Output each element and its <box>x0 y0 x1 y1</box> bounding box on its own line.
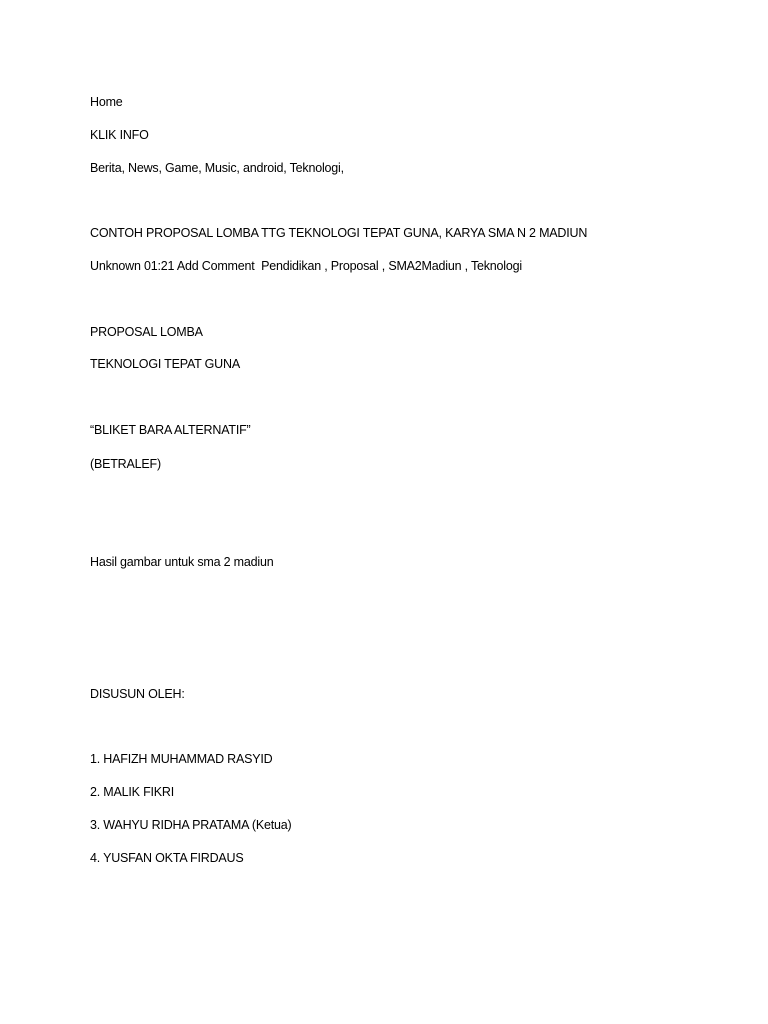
authors-heading: DISUSUN OLEH: <box>90 687 185 701</box>
post-meta: Unknown 01:21 Add Comment Pendidikan , Proposal , SMA2Madiun , Teknologi <box>90 259 522 273</box>
image-caption: Hasil gambar untuk sma 2 madiun <box>90 555 274 569</box>
author-item: 2. MALIK FIKRI <box>90 785 175 799</box>
author-item: 1. HAFIZH MUHAMMAD RASYID <box>90 752 273 766</box>
author-item: 3. WAHYU RIDHA PRATAMA (Ketua) <box>90 818 292 832</box>
proposal-heading-line2: TEKNOLOGI TEPAT GUNA <box>90 357 240 371</box>
product-abbreviation: (BETRALEF) <box>90 457 161 471</box>
site-name: KLIK INFO <box>90 128 149 142</box>
post-title: CONTOH PROPOSAL LOMBA TTG TEKNOLOGI TEPAT GUNA, KARYA SMA N 2 MADIUN <box>90 226 588 240</box>
site-tags: Berita, News, Game, Music, android, Teknologi, <box>90 161 344 175</box>
product-name: “BLIKET BARA ALTERNATIF” <box>90 423 251 437</box>
home-link[interactable]: Home <box>90 95 123 109</box>
proposal-heading-line1: PROPOSAL LOMBA <box>90 325 203 339</box>
author-item: 4. YUSFAN OKTA FIRDAUS <box>90 851 244 865</box>
